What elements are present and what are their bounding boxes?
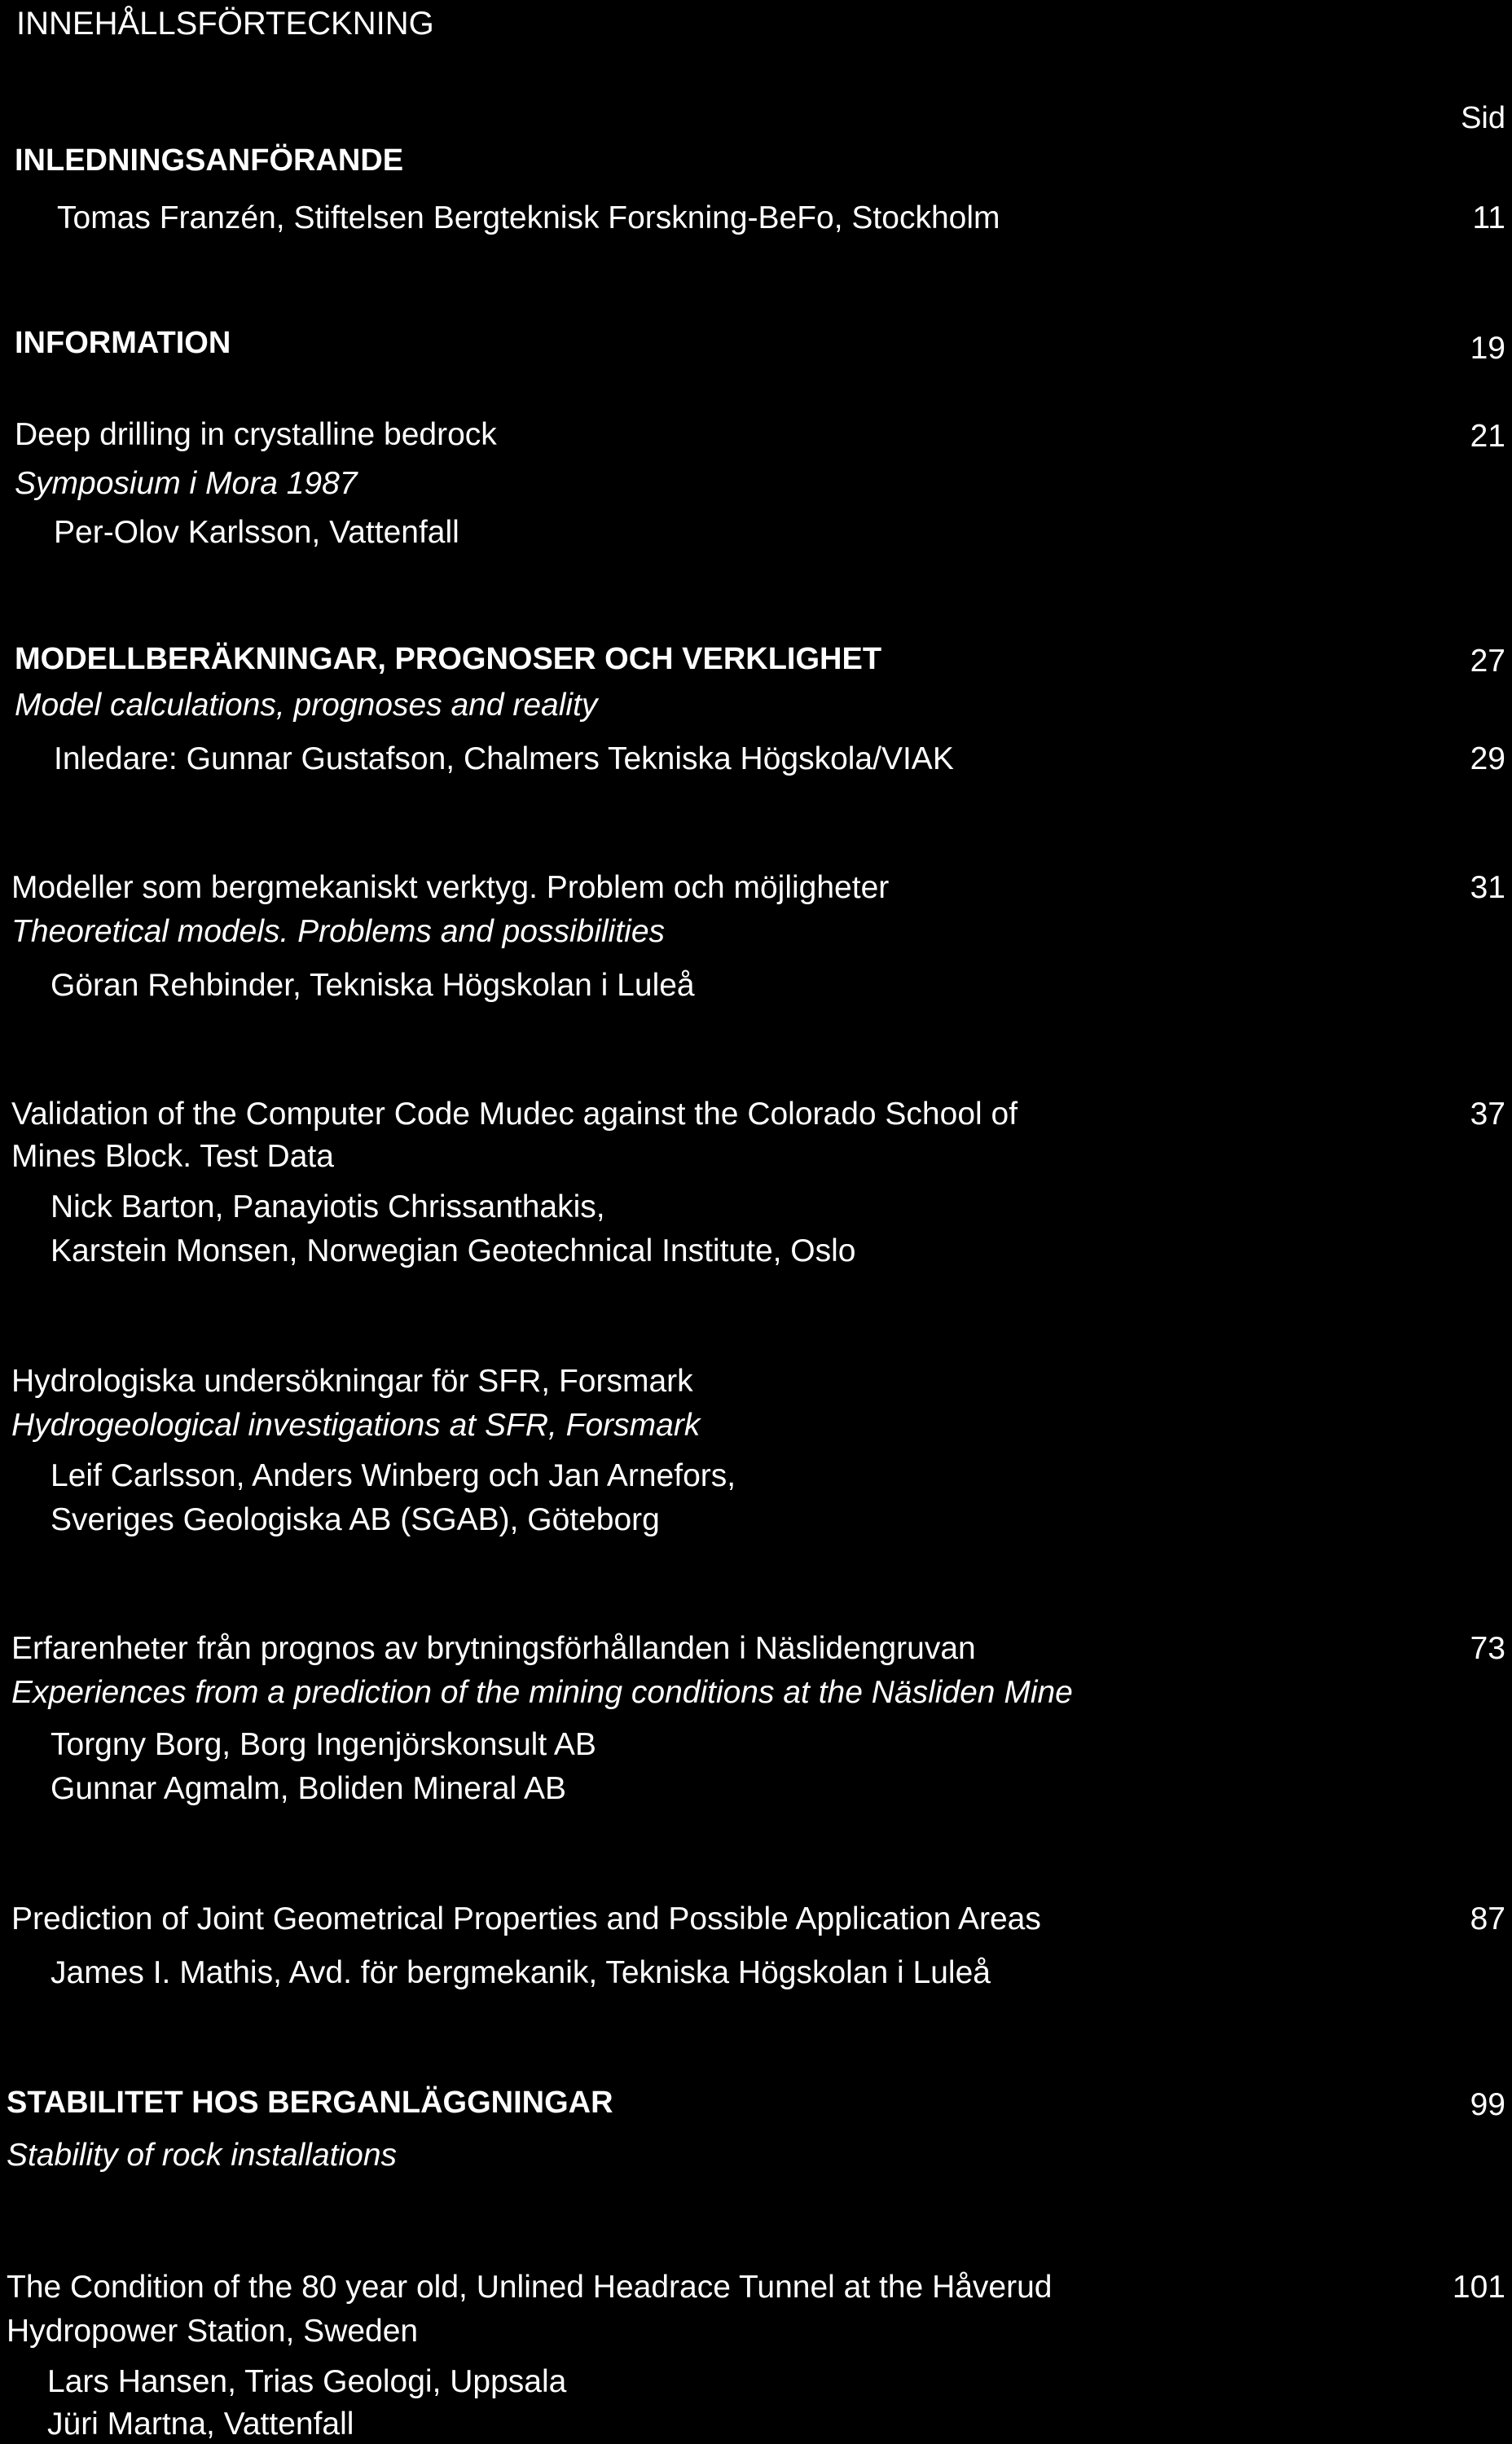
- entry-author: Torgny Borg, Borg Ingenjörskonsult AB: [51, 1727, 596, 1762]
- entry-title: Modeller som bergmekaniskt verktyg. Problem och möjligheter: [11, 870, 890, 905]
- page-number: 21: [1470, 419, 1505, 454]
- entry-author: Göran Rehbinder, Tekniska Högskolan i Luleå: [51, 968, 695, 1003]
- entry-title: Erfarenheter från prognos av brytningsförhållanden i Näslidengruvan: [11, 1631, 976, 1666]
- entry-author: Sveriges Geologiska AB (SGAB), Göteborg: [51, 1502, 660, 1537]
- entry-title: Deep drilling in crystalline bedrock: [15, 417, 497, 452]
- entry-title: Validation of the Computer Code Mudec against the Colorado School of: [11, 1097, 1018, 1132]
- entry-author: Tomas Franzén, Stiftelsen Bergteknisk Forskning-BeFo, Stockholm: [57, 200, 1000, 235]
- section-subtitle: Model calculations, prognoses and reality: [15, 688, 598, 723]
- page-number: 11: [1472, 200, 1505, 235]
- entry-subtitle: Experiences from a prediction of the mining conditions at the Näsliden Mine: [11, 1675, 1073, 1710]
- entry-title: Hydrologiska undersökningar för SFR, Forsmark: [11, 1364, 693, 1399]
- section-heading: INLEDNINGSANFÖRANDE: [15, 143, 404, 178]
- entry-author: Gunnar Agmalm, Boliden Mineral AB: [51, 1771, 566, 1806]
- page-number: 31: [1470, 870, 1505, 905]
- entry-author: James I. Mathis, Avd. för bergmekanik, Tekniska Högskolan i Luleå: [51, 1955, 991, 1990]
- page-column-label: Sid: [1461, 101, 1505, 135]
- section-heading: MODELLBERÄKNINGAR, PROGNOSER OCH VERKLIGHET: [15, 642, 882, 676]
- entry-author: Leif Carlsson, Anders Winberg och Jan Arnefors,: [51, 1458, 736, 1493]
- section-heading: INFORMATION: [15, 326, 231, 360]
- page-number: 27: [1470, 644, 1505, 679]
- entry-title: The Condition of the 80 year old, Unlined Headrace Tunnel at the Håverud: [7, 2270, 1053, 2305]
- entry-title-cont: Mines Block. Test Data: [11, 1139, 334, 1174]
- entry-title: Prediction of Joint Geometrical Properties and Possible Application Areas: [11, 1901, 1041, 1936]
- entry-title-cont: Hydropower Station, Sweden: [7, 2314, 419, 2349]
- page-number: 99: [1470, 2087, 1505, 2122]
- entry-subtitle: Hydrogeological investigations at SFR, Forsmark: [11, 1408, 701, 1443]
- entry-author: Per-Olov Karlsson, Vattenfall: [54, 515, 459, 550]
- page-number: 19: [1470, 331, 1505, 366]
- entry-author: Lars Hansen, Trias Geologi, Uppsala: [47, 2364, 567, 2399]
- entry-subtitle: Symposium i Mora 1987: [15, 466, 358, 501]
- page-number: 37: [1470, 1097, 1505, 1132]
- entry-author: Nick Barton, Panayiotis Chrissanthakis,: [51, 1189, 605, 1224]
- section-heading: STABILITET HOS BERGANLÄGGNINGAR: [7, 2086, 613, 2120]
- page-title: INNEHÅLLSFÖRTECKNING: [16, 6, 434, 42]
- entry-author: Jüri Martna, Vattenfall: [47, 2407, 354, 2442]
- entry-intro: Inledare: Gunnar Gustafson, Chalmers Tekniska Högskola/VIAK: [54, 741, 954, 776]
- section-subtitle: Stability of rock installations: [7, 2138, 398, 2173]
- entry-author: Karstein Monsen, Norwegian Geotechnical Institute, Oslo: [51, 1233, 856, 1268]
- page-number: 73: [1470, 1631, 1505, 1666]
- entry-subtitle: Theoretical models. Problems and possibilities: [11, 914, 666, 949]
- page-number: 101: [1452, 2270, 1505, 2305]
- page-number: 87: [1470, 1901, 1505, 1936]
- page-number: 29: [1470, 741, 1505, 776]
